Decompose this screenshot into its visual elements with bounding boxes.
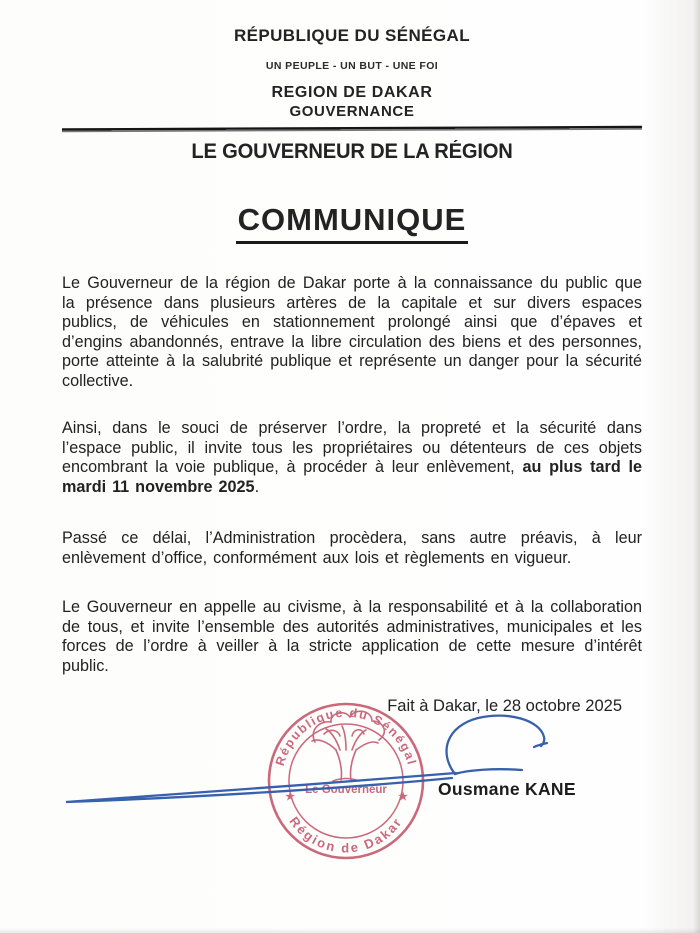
paragraph-1: Le Gouverneur de la région de Dakar porte à la connaissance du public que la présence dans plusieurs artères de la capitale et sur divers espaces publics, de véhicules en stationnement prolongé ainsi que d’épaves et d’engins abandonnés, entrave la libre circulation des biens et des personnes, porte atteinte à la salubrité publique et représente un danger pour la sécurité collective. — [62, 274, 642, 390]
office-name: GOUVERNANCE — [289, 103, 415, 120]
paragraph-2-text: Ainsi, dans le souci de préserver l’ordre, la propreté et la sécurité dans l’espace public, il invite tous les propriétaires ou détenteurs de ces objets encombrant la voie publique, à procéder à leur enlèvement, — [62, 419, 642, 476]
dateline: Fait à Dakar, le 28 octobre 2025 — [387, 697, 622, 715]
baobab-tree-icon — [312, 711, 384, 781]
stamp-top-text: République du Sénégal — [272, 705, 420, 768]
paragraph-2-period: . — [254, 477, 260, 496]
svg-text:République du Sénégal — [273, 706, 419, 768]
stamp-star-left-icon: ★ — [285, 791, 295, 803]
title-wrap — [62, 202, 642, 244]
document-title: COMMUNIQUE — [236, 202, 469, 244]
paragraph-3: Passé ce délai, l’Administration procèdera, sans autre préavis, à leur enlèvement d’office, conformément aux lois et règlements en vigueur. — [62, 529, 642, 567]
stamp-star-right-icon: ★ — [398, 791, 408, 803]
deadline-text: au plus tard le mardi 11 novembre 2025 — [62, 458, 642, 496]
issuer-line: LE GOUVERNEUR DE LA RÉGION — [191, 140, 513, 163]
stamp-center-text: Le Gouverneur — [305, 784, 387, 796]
header-divider — [62, 126, 642, 133]
signatory-name: Ousmane KANE — [438, 779, 576, 799]
paragraph-4: Le Gouverneur en appelle au civisme, à la responsabilité et à la collaboration de tous, et invite l’ensemble des autorités administratives, municipales et les forces de l’ordre à veiller à la stricte application de cette mesure d’intérêt public. — [62, 598, 642, 675]
paragraph-2 — [62, 419, 642, 497]
stamp-and-signature — [0, 690, 700, 933]
letterhead — [62, 26, 642, 120]
region-name: REGION DE DAKAR — [271, 84, 433, 101]
stamp-bottom-text: Région de Dakar — [286, 813, 406, 856]
country-name: RÉPUBLIQUE DU SÉNÉGAL — [233, 26, 471, 45]
national-motto: UN PEUPLE - UN BUT - UNE FOI — [265, 60, 439, 72]
